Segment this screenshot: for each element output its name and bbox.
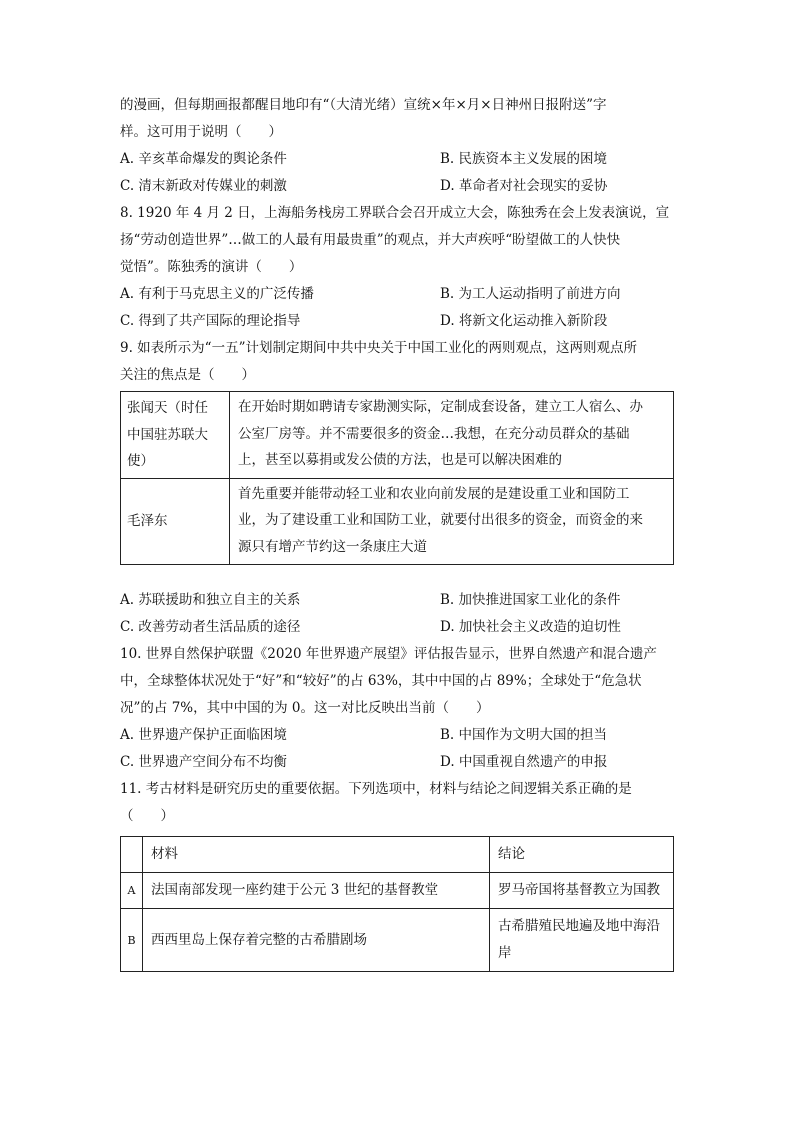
- q11-row-key: B: [121, 909, 143, 972]
- q10-text-line-1: 10. 世界自然保护联盟《2020 年世界遗产展望》评估报告显示，世界自然遗产和混合遗产: [120, 646, 657, 662]
- q11-table-row: [121, 873, 674, 909]
- q7-text-line-1: 的漫画，但每期画报都醒目地印有“（大清光绪）宣统×年×月×日神州日报附送”字: [120, 97, 607, 113]
- q8-option-b: B. 为工人运动指明了前进方向: [440, 286, 621, 302]
- q7-option-d: D. 革命者对社会现实的妥协: [440, 178, 608, 194]
- q7-option-c: C. 清末新政对传媒业的刺激: [120, 178, 287, 194]
- q10-options-row-1: [120, 722, 675, 749]
- q10-options-row-2: [120, 749, 675, 776]
- q9-viewpoint-line: 业，为了建设重工业和国防工业，就要付出很多的资金，而资金的来: [238, 512, 643, 528]
- q9-speaker-cell: [121, 392, 230, 479]
- q7-options-row-1: [120, 146, 675, 173]
- q9-viewpoint-line: 首先重要并能带动轻工业和农业向前发展的是建设重工业和国防工: [238, 485, 630, 502]
- q9-viewpoint-line: 源只有增产节约这一条康庄大道: [238, 538, 427, 555]
- q11-row-key: A: [121, 873, 143, 909]
- q9-option-c: C. 改善劳动者生活品质的途径: [120, 619, 301, 635]
- q9-viewpoint-line: 公室厂房等。并不需要很多的资金…我想，在充分动员群众的基础: [238, 425, 630, 442]
- q11-conclusion-line: 岸: [498, 945, 512, 961]
- q10-text-line-3: 况”的占 7%，其中中国的为 0。这一对比反映出当前（ ）: [120, 700, 490, 716]
- q9-option-d: D. 加快社会主义改造的迫切性: [440, 619, 621, 635]
- q9-speaker-line: 使）: [127, 453, 154, 469]
- q11-row-material: 法国南部发现一座约建于公元 3 世纪的基督教堂: [143, 873, 490, 909]
- q11-header-blank: [121, 837, 143, 873]
- q10-option-c: C. 世界遗产空间分布不均衡: [120, 754, 287, 770]
- q8-text-line-1: 8. 1920 年 4 月 2 日，上海船务栈房工界联合会召开成立大会，陈独秀在会上发表演说，宣: [120, 205, 670, 221]
- q11-conclusion-line: 罗马帝国将基督教立为国教: [498, 882, 660, 898]
- q9-options-row-2: [120, 614, 675, 641]
- q7-option-a: A. 辛亥革命爆发的舆论条件: [120, 151, 287, 167]
- q11-header-material: 材料: [143, 837, 490, 873]
- q10-option-b: B. 中国作为文明大国的担当: [440, 727, 608, 743]
- q8-text-line-3: 觉悟”。陈独秀的演讲（ ）: [120, 259, 303, 275]
- q9-option-b: B. 加快推进国家工业化的条件: [440, 592, 621, 608]
- q11-row-material: 西西里岛上保存着完整的古希腊剧场: [143, 909, 490, 972]
- q11-text-line-2: （ ）: [120, 808, 174, 824]
- q11-table-header: [121, 837, 674, 873]
- q7-options-row-2: [120, 173, 675, 200]
- q9-speaker-cell: [121, 478, 230, 565]
- q9-speaker-line: 中国驻苏联大: [127, 426, 208, 443]
- q9-viewpoint-cell: [230, 392, 674, 479]
- q11-text-line-1: 11. 考古材料是研究历史的重要依据。下列选项中，材料与结论之间逻辑关系正确的是: [120, 781, 632, 797]
- q10-option-d: D. 中国重视自然遗产的申报: [440, 754, 608, 770]
- exam-page: [120, 92, 675, 972]
- q8-options-row-2: [120, 308, 675, 335]
- q7-text-line-2: 样。这可用于说明（ ）: [120, 124, 282, 140]
- q11-row-conclusion: [490, 873, 674, 909]
- q8-option-c: C. 得到了共产国际的理论指导: [120, 313, 301, 329]
- q11-table: [120, 836, 674, 972]
- q8-text-line-2: 扬“劳动创造世界”…做工的人最有用最贵重”的观点，并大声疾呼“盼望做工的人快快: [120, 232, 621, 248]
- q9-text-line-1: 9. 如表所示为“一五”计划制定期间中共中央关于中国工业化的两则观点，这两则观点所: [120, 340, 637, 356]
- q9-viewpoint-line: 上，甚至以募捐或发公债的方法，也是可以解决困难的: [238, 452, 562, 468]
- q9-table-row: [121, 478, 674, 565]
- q11-row-conclusion: [490, 909, 674, 972]
- q9-table: [120, 391, 674, 565]
- q7-option-b: B. 民族资本主义发展的困境: [440, 151, 608, 167]
- q9-option-a: A. 苏联援助和独立自主的关系: [120, 592, 301, 608]
- q11-table-row: [121, 909, 674, 972]
- q10-option-a: A. 世界遗产保护正面临困境: [120, 727, 287, 743]
- q11-conclusion-line: 古希腊殖民地遍及地中海沿: [498, 918, 660, 934]
- q9-table-row: [121, 392, 674, 479]
- q8-option-a: A. 有利于马克思主义的广泛传播: [120, 286, 314, 302]
- q8-options-row-1: [120, 281, 675, 308]
- q10-text-line-2: 中，全球整体状况处于“好”和“较好”的占 63%，其中中国的占 89%；全球处于“危急状: [120, 673, 642, 689]
- q9-text-line-2: 关注的焦点是（ ）: [120, 367, 255, 383]
- q8-option-d: D. 将新文化运动推入新阶段: [440, 313, 608, 329]
- q11-header-conclusion: 结论: [490, 837, 674, 873]
- q9-options-row-1: [120, 587, 675, 614]
- q9-viewpoint-cell: [230, 478, 674, 565]
- q9-speaker-line: 毛泽东: [127, 513, 168, 529]
- q9-speaker-line: 张闻天（时任: [127, 400, 208, 416]
- q9-viewpoint-line: 在开始时期如聘请专家勘测实际，定制成套设备，建立工人宿么、办: [238, 399, 643, 415]
